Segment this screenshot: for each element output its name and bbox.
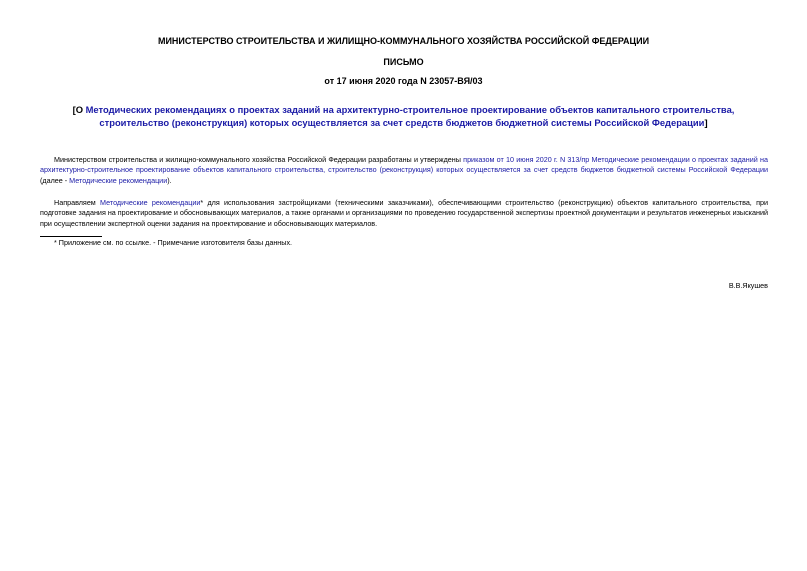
ministry-heading: МИНИСТЕРСТВО СТРОИТЕЛЬСТВА И ЖИЛИЩНО-КОММУНАЛЬНОГО ХОЗЯЙСТВА РОССИЙСКОЙ ФЕДЕРАЦИИ: [157, 36, 650, 46]
paragraph-2-text-before: Направляем: [54, 198, 101, 207]
recommendations-link-2[interactable]: Методические рекомендации: [100, 198, 201, 207]
footnote-divider: [40, 236, 102, 237]
footnote-mark: *: [200, 198, 204, 207]
document-date-number: от 17 июня 2020 года N 23057-ВЯ/03: [324, 76, 483, 86]
paragraph-1-text-middle: (далее -: [40, 175, 70, 185]
paragraph-1-text-after: ).: [167, 175, 172, 185]
document-type: ПИСЬМО: [383, 57, 424, 67]
paragraph-2: [40, 198, 768, 229]
paragraph-1-text-before: Министерством строительства и жилищно-коммунального хозяйства Российской Федерации разработаны и утверждены: [54, 155, 464, 164]
signature: В.В.Якушев: [728, 281, 768, 290]
order-link[interactable]: приказом от 10 июня 2020 г. N 313/пр Методические рекомендации о проектах заданий на архитектурно-строительное проектирование объектов капитального строительства, строительство (реконструкция) которых осуществляется за счет средств бюджетов бюджетной системы Российской Федерации: [40, 155, 769, 175]
footnote-text: * Приложение см. по ссылке. - Примечание изготовителя базы данных.: [54, 238, 293, 247]
title-prefix: [О: [72, 104, 86, 115]
title-suffix: ]: [704, 117, 708, 128]
recommendations-link[interactable]: Методические рекомендации: [69, 175, 168, 185]
title-link[interactable]: Методических рекомендациях о проектах заданий на архитектурно-строительное проектирование объектов капитального строительства, строительство (реконструкция) которых осуществляется за счет средств бюджетов бюджетной системы Российской Федерации: [85, 104, 735, 128]
document-title: [40, 103, 767, 129]
paragraph-1: [40, 155, 768, 186]
paragraph-2-text-after: для использования застройщиками (техническими заказчиками), обеспечивающими строительство (реконструкцию) объектов капитального строительства, при подготовке задания на проектирование и обосновывающих материалов, а также органами и организациями по проведению государственной экспертизы проектной документации и результатов инженерных изысканий при осуществлении экспертной оценки задания на проектирование и обосновывающих материалов.: [40, 198, 768, 228]
